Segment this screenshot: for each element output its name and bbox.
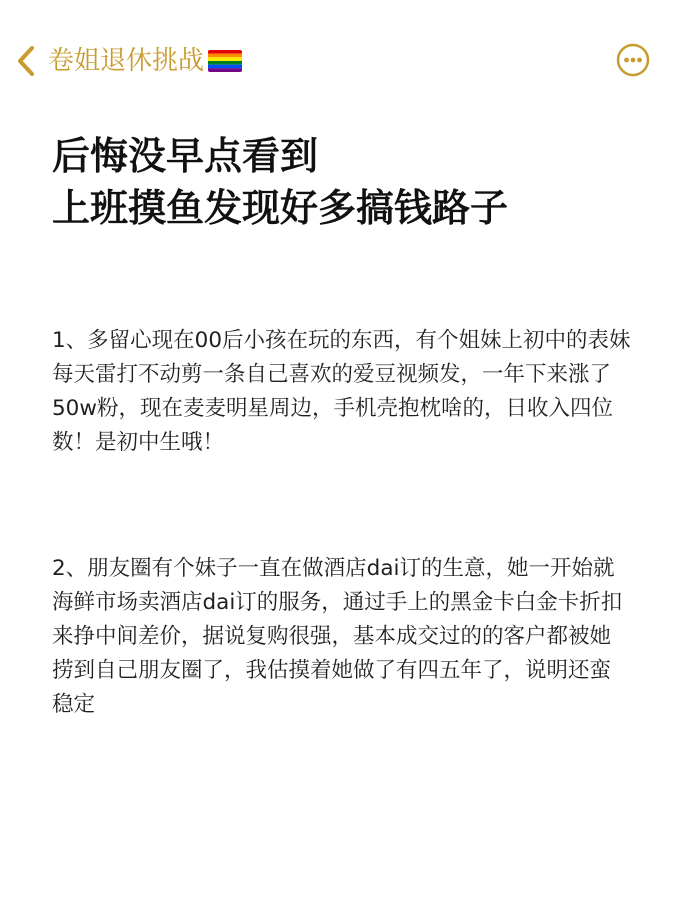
more-ellipsis-icon[interactable] <box>616 43 650 77</box>
rainbow-flag-icon <box>208 50 242 72</box>
headline-line-1: 后悔没早点看到 <box>52 134 319 178</box>
top-nav-bar <box>0 36 690 92</box>
note-title: 卷姐退休挑战 <box>48 46 205 76</box>
back-button[interactable] <box>14 44 242 78</box>
paragraph-2: 2、朋友圈有个妹子一直在做酒店dai订的生意，她一开始就海鲜市场卖酒店dai订的服务，通过手上的黑金卡白金卡折扣来挣中间差价，据说复购很强，基本成交过的的客户都被她捞到自己朋友圈了，我估摸着她做了有四五年了，说明还蛮稳定 <box>52 556 623 717</box>
paragraph-1: 1、多留心现在00后小孩在玩的东西，有个姐妹上初中的表妹每天雷打不动剪一条自己喜欢的爱豆视频发，一年下来涨了50w粉，现在麦麦明星周边，手机壳抱枕啥的，日收入四位数！是初中生哦！ <box>52 328 631 455</box>
chevron-left-icon[interactable] <box>14 44 40 78</box>
headline <box>52 130 652 234</box>
headline-line-2: 上班摸鱼发现好多搞钱路子 <box>52 186 509 230</box>
